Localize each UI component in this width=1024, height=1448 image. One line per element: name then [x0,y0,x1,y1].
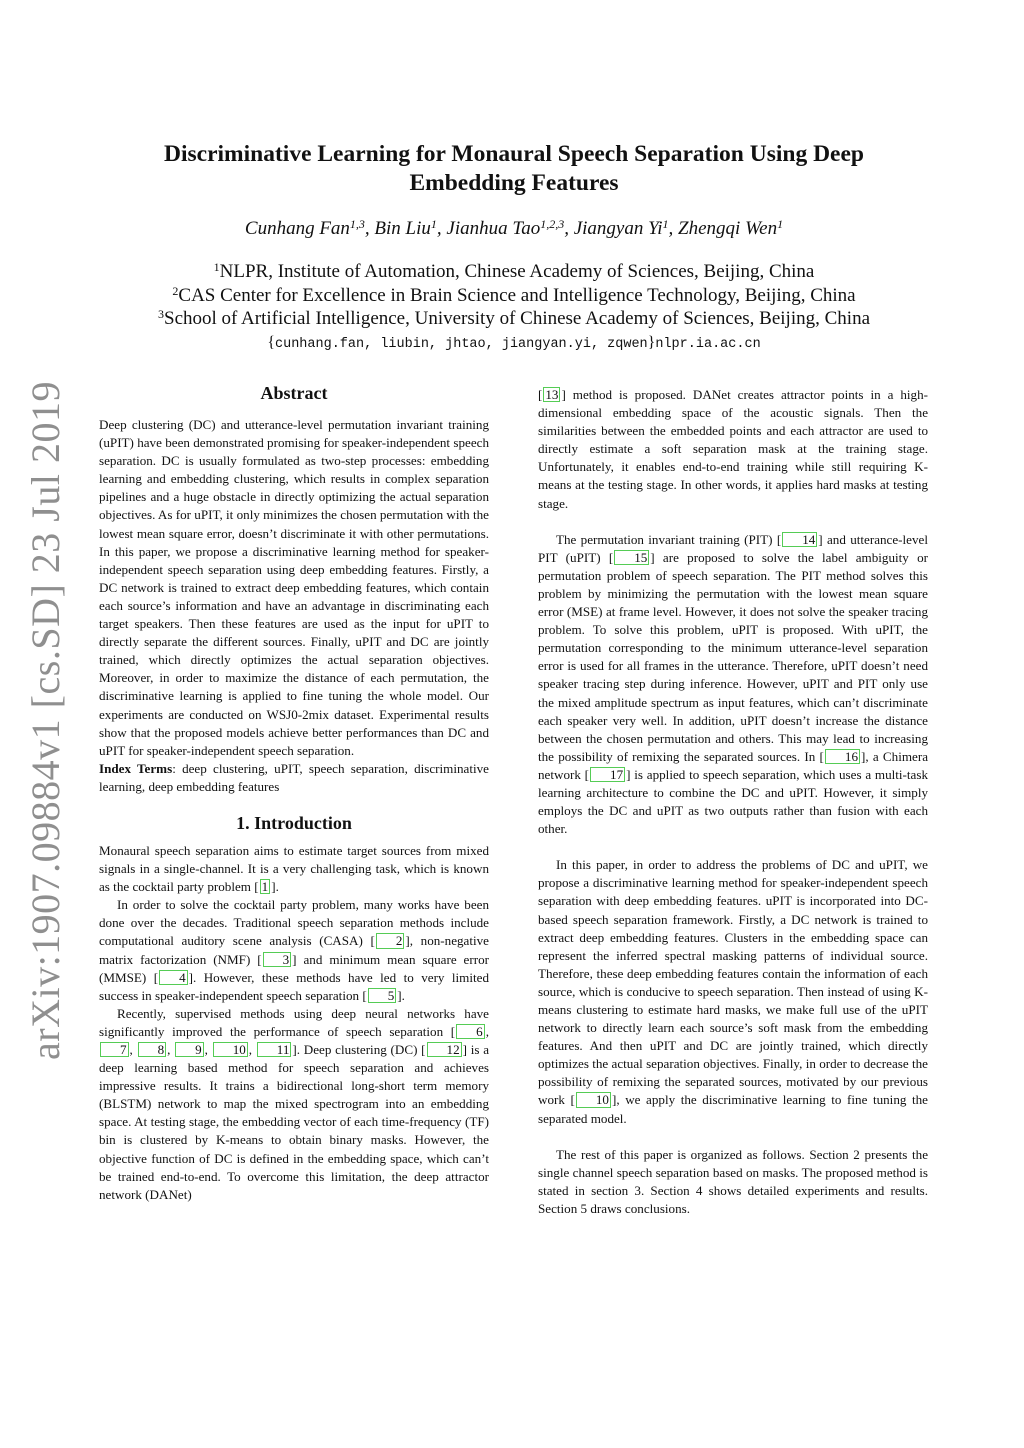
intro-paragraph-3: Recently, supervised methods using deep neural networks have significantly improved the performance of speech separation [ 6 , 7 , 8 , 9 , 10 , 11 ]. Deep clustering (DC) [ 12 ] is a deep learning based method for speech separation and achieves impressive results. It trains a bidirectional long-short term memory (BLSTM) network to map the mixed spectrogram into an embedding space. At testing stage, the embedding vector of each time-frequency (TF) bin is clustered by K-means to obtain binary masks. However, the objective function of DC is defined in the embedding space, which can’t be trained end-to-end. To overcome this limitation, the deep attractor network (DANet) [99,1005,490,1202]
author-separator: , [364,218,375,239]
author-name: Jianhua Tao [446,218,541,239]
index-terms-text: : deep clustering, uPIT, speech separation, discriminative learning, deep embedding features [99,760,489,794]
text-run: . Deep clustering (DC) [296,1042,422,1057]
citation-link[interactable]: 6 [456,1024,485,1039]
text-run: In this paper, in order to address the problems of DC and uPIT, we propose a discriminative learning method for speaker-independent speech separation with deep embedding features. uPIT is incorporated into DC-based speech separation framework. Firstly, a DC network is trained to extract deep embedding features. Clusters in the embedding space can represent the inferred spectral masking patterns of individual source. Therefore, these deep embedding features contain the information of each source, which is conducive to speech separation. Then instead of using K-means clustering to estimate hard masks, we make full use of the uPIT network to directly learn each source’s soft mask from the embedding features. And then uPIT and DC are jointly trained, which directly optimizes the actual separation objectives. Finally, in order to decrease the possibility of remixing the separated sources, motivated by our previous work [538,857,928,1108]
citation-link[interactable]: 16 [825,749,860,764]
brace-close: } [647,334,656,351]
abstract-body: Deep clustering (DC) and utterance-level permutation invariant training (uPIT) have been demonstrated promising for speaker-independent speech separation. DC is usually formulated as two-step processes: embedding learning and embedding clustering, which results in complex separation pipelines and a huge obstacle in directly optimizing the actual separation objectives. As for uPIT, it only minimizes the chosen permutation with the lowest mean square error, doesn’t discriminate it with other permutations. In this paper, we propose a discriminative learning method for speaker-independent speech separation using deep embedding features. Firstly, a DC network is trained to extract deep embedding features, which contain each source’s information and have an advantage in discriminating each target speakers. Then these features are used as the input for uPIT to directly separate the different sources. Finally, uPIT and DC are jointly trained, which directly optimizes the actual separation objectives. Moreover, in order to maximize the distance of each permutation, the discriminative learning is applied to fine tuning the whole model. Our experiments are conducted on WSJ0-2mix dataset. Experimental results show that the proposed models achieve better performances than DC and uPIT for speaker-independent speech separation. [99,417,489,758]
text-run: The permutation invariant training (PIT) [556,531,777,547]
citation-link[interactable]: 10 [213,1042,248,1057]
arxiv-watermark: arXiv:1907.09884v1 [cs.SD] 23 Jul 2019 [23,381,68,1060]
author-affil-sup: 1,2,3 [540,217,565,231]
citation-link[interactable]: 10 [576,1092,611,1107]
affiliation-line [100,284,928,308]
citation-link[interactable]: 15 [614,550,649,565]
email-list: cunhang.fan, liubin, jhtao, jiangyan.yi, zqwen [275,337,648,352]
text-run: are proposed to solve the label ambiguity or permutation problem of speech separation. The PIT method solves this problem by minimizing the permutation with the lowest mean square error (MSE) at frame level. However, it does not solve the speaker tracing problem. To solve this problem, uPIT is proposed. With uPIT, the permutation corresponding to the minimum utterance-level separation error is used for all frames in the utterance. Therefore, uPIT doesn’t need speaker tracing step during inference. However, uPIT and PIT only use the mixed amplitude spectrum as input features, which can’t discriminate each speaker very well. In addition, uPIT doesn’t increase the distance between the chosen permutation and others. This may lead to increasing the possibility of remixing the separated sources. In [538,549,928,764]
author-emails [100,334,928,354]
affiliation-text: CAS Center for Excellence in Brain Science and Intelligence Technology, Beijing, China [178,284,856,306]
text-run: method is proposed. DANet creates attractor points in a high-dimensional embedding space of the acoustic signals. Then the similarities between the embedded points and each attractor are used to directly estimate a soft separation mask at the training stage. Unfortunately, it enables end-to-end training while still requiring K-means at the testing stage. In other words, it applies hard masks at testing stage. [538,387,928,511]
citation-link[interactable]: 4 [159,970,188,985]
author-separator: , [668,218,679,239]
right-paragraph-4: The rest of this paper is organized as follows. Section 2 presents the single channel speech separation based on masks. The proposed method is stated in section 3. Section 4 shows detailed experiments and results. Section 5 draws conclusions. [538,1146,928,1216]
author-name: Cunhang Fan [244,218,350,239]
citation-link[interactable]: 14 [782,532,817,547]
text-run: Recently, supervised methods using deep neural networks have significantly improved the performance of speech separation [99,1005,489,1039]
left-column [99,382,489,1204]
citation-link[interactable]: 1 [261,879,269,895]
author-affil-sup: 1,3 [349,217,365,231]
author-name: Zhengqi Wen [678,218,778,239]
right-paragraph-1: [ 13 ] method is proposed. DANet creates attractor points in a high-dimensional embedding space of the acoustic signals. Then the similarities between the embedded points and each attractor are used to directly estimate a soft separation mask at the training stage. Unfortunately, it enables end-to-end training while still requiring K-means at the testing stage. In other words, it applies hard masks at testing stage. [538,387,928,511]
text-run: . However, these methods have led to very limited success in speaker-independent speech separation [99,969,489,1003]
index-terms-label: Index Terms [99,760,173,776]
intro-paragraph-1: Monaural speech separation aims to estimate target sources from mixed signals in a single-channel. It is a very challenging task, which is known as the cocktail party problem [ 1 ]. [99,842,489,895]
citation-link[interactable]: 12 [427,1042,462,1057]
affiliations [100,260,928,331]
text-run: and utterance-level PIT (uPIT) [538,531,928,565]
text-run: is a deep learning based method for speech separation and achieves impressive results. It trains a bidirectional long-short term memory (BLSTM) network to map the mixed spectrogram into an embedding space. At testing stage, the embedding vector of each time-frequency (TF) bin is clustered by K-means to obtain binary masks. However, the objective function of DC is defined in the embedding space, which can’t be trained end-to-end. To overcome this limitation, the deep attractor network (DANet) [99,1042,490,1202]
citation-link[interactable]: 13 [545,387,559,402]
paper-title [100,140,928,198]
text-run: . [275,879,279,895]
affiliation-line [100,307,928,331]
affiliation-sup: 2 [172,283,179,298]
author-separator: , [436,218,447,239]
text-run: In order to solve the cocktail party problem, many works have been done over the decades. Traditional speech separation methods include computational auditory scene analysis (CASA) [99,897,489,949]
author-list [100,216,928,242]
title-line-2: Embedding Features [409,170,619,196]
affiliation-text: School of Artificial Intelligence, University of Chinese Academy of Sciences, Beijing, China [164,308,870,329]
text-run: , a Chimera network [538,748,929,782]
right-column [538,386,928,1218]
affiliation-text: NLPR, Institute of Automation, Chinese Academy of Sciences, Beijing, China [219,261,815,282]
index-terms [99,760,489,796]
text-run: and minimum mean square error (MMSE) [99,951,490,985]
citation-link[interactable]: 9 [175,1042,204,1057]
text-run: Monaural speech separation aims to estimate target sources from mixed signals in a single-channel. It is a very challenging task, which is known as the cocktail party problem [99,842,489,895]
author-affil-sup: 1 [662,217,669,231]
affiliation-sup: 1 [213,260,220,274]
text-run: , we apply the discriminative learning to fine tuning the separated model. [538,1092,928,1126]
right-paragraph-3: In this paper, in order to address the problems of DC and uPIT, we propose a discriminative learning method for speaker-independent speech separation with deep embedding features. uPIT is incorporated into DC-based speech separation framework. Firstly, a DC network is trained to extract deep embedding features. Clusters in the embedding space can represent the inferred spectral masking patterns of individual source. Therefore, these deep embedding features contain the information of each source, which is conducive to speech separation. Then instead of using K-means clustering to estimate hard masks, we make full use of the uPIT network to directly learn each source’s soft mask from the embedding features. And then uPIT and DC are jointly trained, which directly optimizes the actual separation objectives. Finally, in order to decrease the possibility of remixing the separated sources, motivated by our previous work [ 10 ], we apply the discriminative learning to fine tuning the separated model. [538,857,928,1126]
abstract-heading: Abstract [260,383,328,403]
author-affil-sup: 1 [430,217,437,231]
text-run: is applied to speech separation, which uses a multi-task learning architecture to combine the DC and uPIT. However, it simply employs the DC and uPIT as two outputs rather than fusion with each other. [538,766,928,837]
email-domain: nlpr.ia.ac.cn [655,337,761,352]
title-line-1: Discriminative Learning for Monaural Speech Separation Using Deep [164,141,864,167]
citation-link[interactable]: 2 [376,933,405,948]
citation-link[interactable]: 3 [263,952,292,967]
author-affil-sup: 1 [777,217,784,231]
affiliation-line [100,260,928,284]
introduction-heading: 1. Introduction [236,812,352,833]
citation-link[interactable]: 11 [257,1042,292,1057]
citation-link[interactable]: 8 [138,1042,167,1057]
text-run: . [401,987,405,1003]
author-name: Bin Liu [374,218,431,239]
citation-link[interactable]: 5 [368,988,397,1003]
author-separator: , [564,218,574,239]
intro-paragraph-2: In order to solve the cocktail party problem, many works have been done over the decades. Traditional speech separation methods include computational auditory scene analysis (CASA) [ 2 ], non-negative matrix factorization (NMF) [ 3 ] and minimum mean square error (MMSE) [ 4 ]. However, these methods have led to very limited success in speaker-independent speech separation [ 5 ]. [99,897,490,1003]
author-name: Jiangyan Yi [573,218,663,239]
brace-open: { [267,334,275,351]
right-paragraph-2: The permutation invariant training (PIT) [ 14 ] and utterance-level PIT (uPIT) [ 15 ] are proposed to solve the label ambiguity or permutation problem of speech separation. The PIT method solves this problem by minimizing the permutation with the lowest mean square error (MSE) at frame level. However, it does not solve the speaker tracing problem. To solve this problem, uPIT is proposed. With uPIT, the permutation corresponding to the minimum utterance-level separation error is used for all frames in the utterance. Therefore, uPIT doesn’t need speaker tracing step during inference. However, uPIT and PIT only use the mixed amplitude spectrum as input features, which can’t discriminate each speaker very well. In addition, uPIT doesn’t increase the distance between the chosen permutation and others. This may lead to increasing the possibility of remixing the separated sources. In [ 16 ], a Chimera network [ 17 ] is applied to speech separation, which uses a multi-task learning architecture to combine the DC and uPIT. However, it simply employs the DC and uPIT as two outputs rather than fusion with each other. [538,531,929,837]
citation-link[interactable]: 17 [590,767,625,782]
affiliation-sup: 3 [158,307,164,321]
text-run: , non-negative matrix factorization (NMF) [99,933,489,967]
citation-link[interactable]: 7 [100,1042,129,1057]
